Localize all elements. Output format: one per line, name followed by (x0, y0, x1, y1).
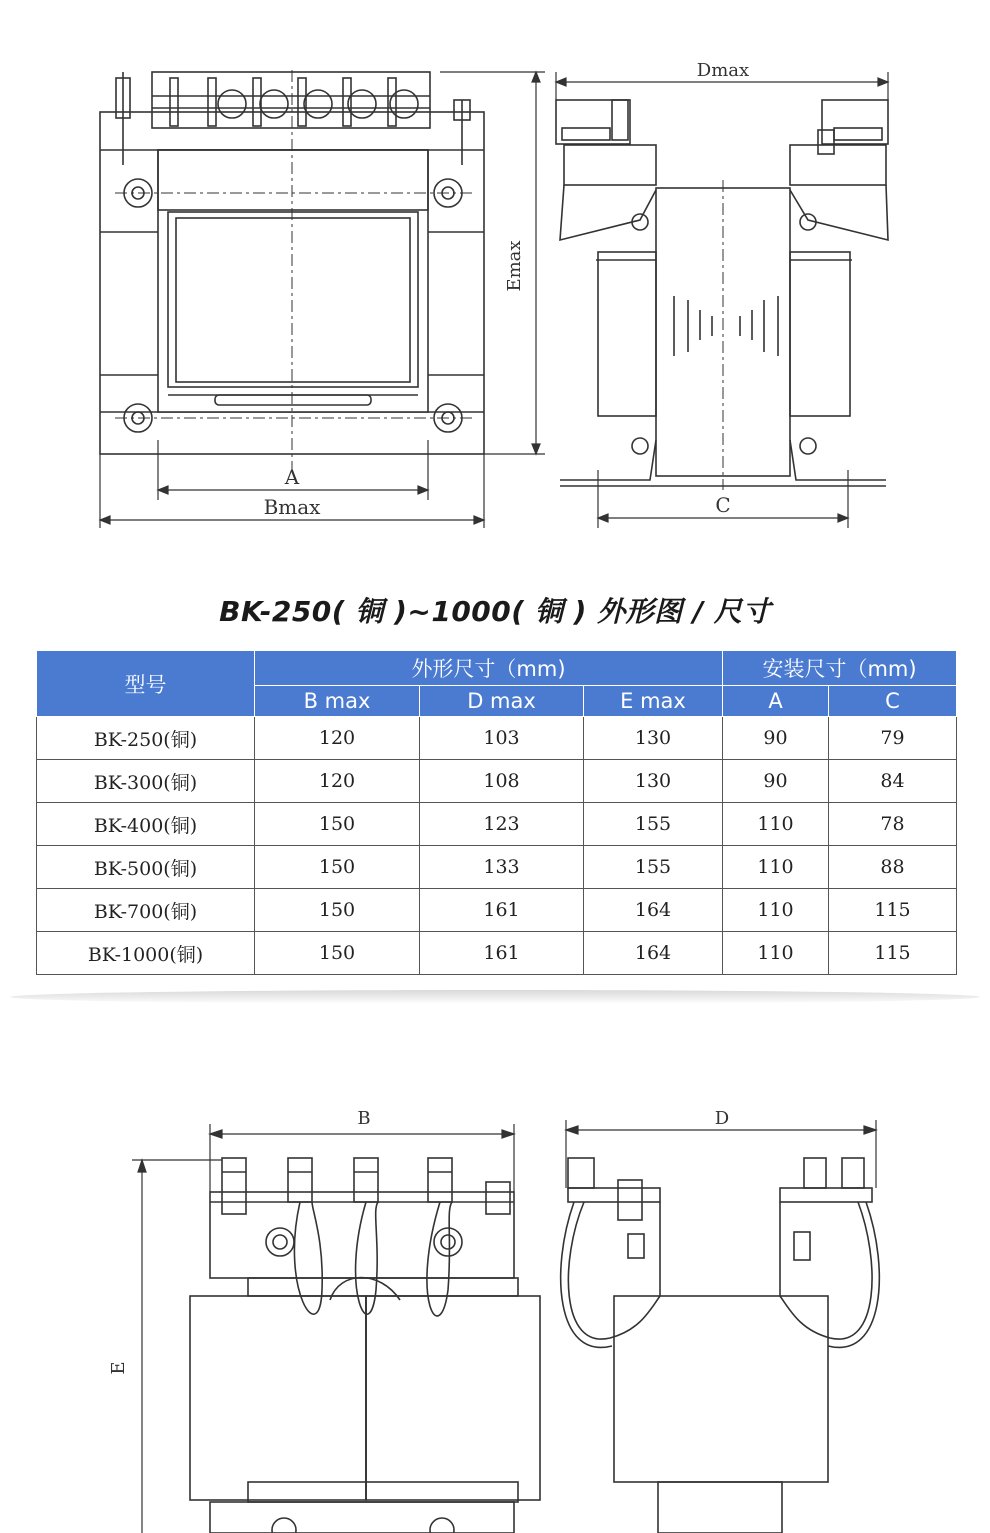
cell-dmax: 161 (420, 932, 584, 975)
cell-bmax: 120 (255, 760, 420, 803)
cell-emax: 164 (584, 932, 723, 975)
bottom-side-core (614, 1296, 828, 1482)
dim-dmax-label: Dmax (696, 60, 750, 81)
header-emax: E max (584, 686, 723, 717)
cell-bmax: 150 (255, 803, 420, 846)
cell-model: BK-300(铜) (37, 760, 255, 803)
cell-c: 79 (829, 717, 957, 760)
cell-c: 88 (829, 846, 957, 889)
header-install-group: 安装尺寸（mm) (723, 651, 957, 686)
bottom-front-coil-right (366, 1296, 540, 1500)
dim-b-label: B (357, 1108, 371, 1129)
dim-bmax-label: Bmax (263, 495, 321, 519)
cell-emax: 155 (584, 803, 723, 846)
dim-emax-label: Emax (504, 240, 525, 292)
cell-emax: 155 (584, 846, 723, 889)
cell-dmax: 103 (420, 717, 584, 760)
cell-model: BK-700(铜) (37, 889, 255, 932)
dim-d-label: D (714, 1108, 730, 1129)
cell-a: 110 (723, 846, 829, 889)
cell-model: BK-250(铜) (37, 717, 255, 760)
header-outline-group: 外形尺寸（mm) (255, 651, 723, 686)
cell-a: 110 (723, 889, 829, 932)
cell-emax: 130 (584, 760, 723, 803)
bottom-front-clamp (210, 1192, 514, 1278)
header-bmax: B max (255, 686, 420, 717)
cell-dmax: 123 (420, 803, 584, 846)
dim-a-label: A (284, 465, 300, 489)
cell-emax: 164 (584, 889, 723, 932)
header-dmax: D max (420, 686, 584, 717)
dim-c-label: C (715, 493, 731, 517)
dim-e-label: E (108, 1361, 129, 1375)
bottom-side-bracket-left (568, 1188, 660, 1202)
cell-a: 90 (723, 717, 829, 760)
cell-bmax: 150 (255, 932, 420, 975)
bottom-front-coil-left (190, 1296, 366, 1500)
header-model: 型号 (37, 651, 255, 717)
cell-a: 110 (723, 932, 829, 975)
cell-bmax: 120 (255, 717, 420, 760)
cell-model: BK-400(铜) (37, 803, 255, 846)
header-a: A (723, 686, 829, 717)
cell-bmax: 150 (255, 889, 420, 932)
diagram-title: BK-250( 铜 )~1000( 铜 ) 外形图 / 尺寸 (219, 595, 771, 628)
cell-dmax: 108 (420, 760, 584, 803)
cell-dmax: 161 (420, 889, 584, 932)
cell-a: 110 (723, 803, 829, 846)
cell-bmax: 150 (255, 846, 420, 889)
cell-model: BK-500(铜) (37, 846, 255, 889)
cell-c: 115 (829, 889, 957, 932)
cell-model: BK-1000(铜) (37, 932, 255, 975)
cell-dmax: 133 (420, 846, 584, 889)
cell-emax: 130 (584, 717, 723, 760)
header-c: C (829, 686, 957, 717)
cell-c: 115 (829, 932, 957, 975)
cell-a: 90 (723, 760, 829, 803)
cell-c: 78 (829, 803, 957, 846)
cell-c: 84 (829, 760, 957, 803)
